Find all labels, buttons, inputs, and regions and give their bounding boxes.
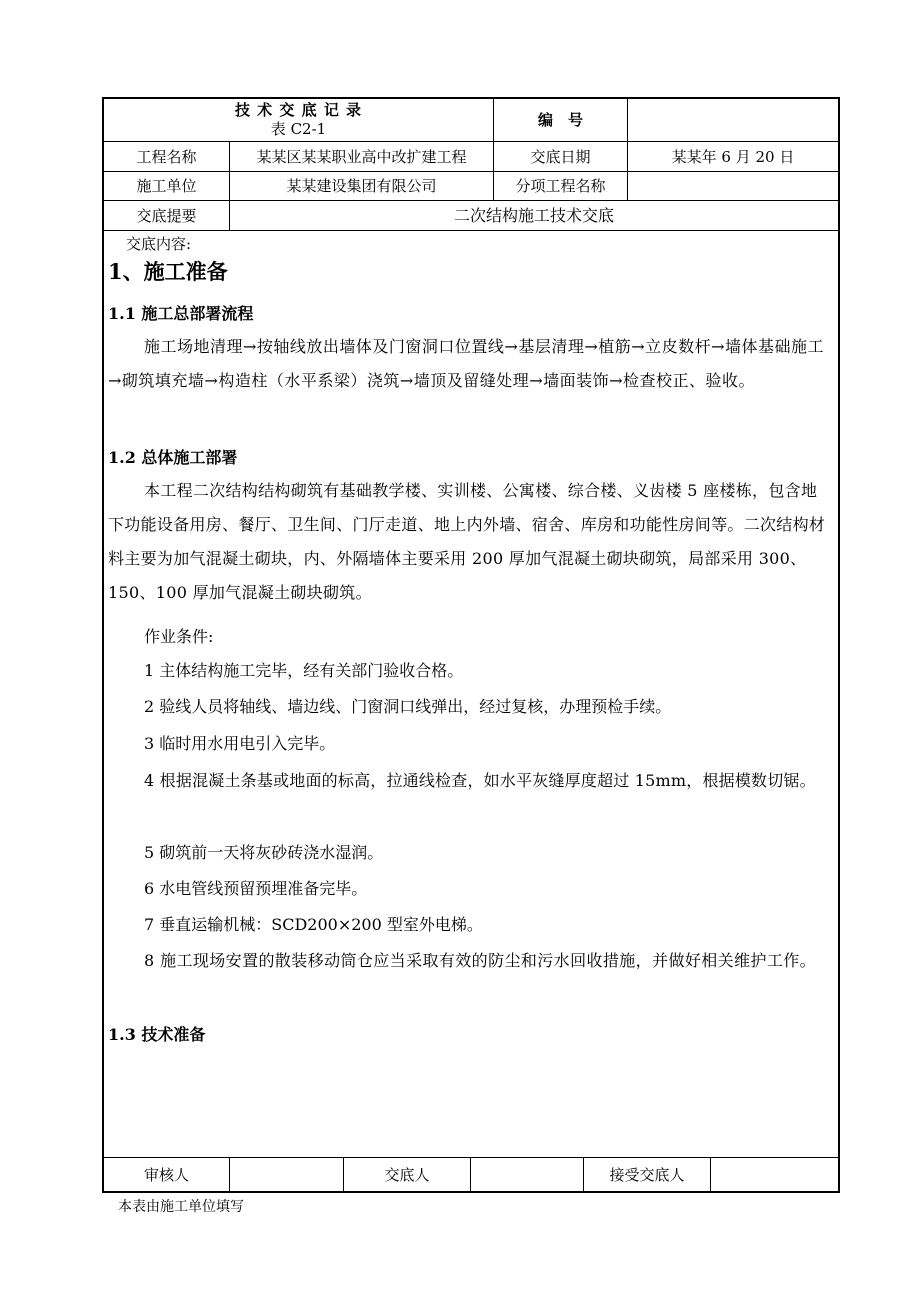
number-value[interactable] (628, 99, 838, 141)
sub-project-label: 分项工程名称 (515, 177, 606, 195)
section-1-2-heading: 1.2 总体施工部署 (108, 448, 238, 467)
sub-project-value[interactable] (628, 172, 838, 200)
project-name-value[interactable]: 某某区某某职业高中改扩建工程 (256, 147, 467, 166)
condition-item: 1 主体结构施工完毕，经有关部门验收合格。 (144, 661, 464, 680)
form-footnote: 本表由施工单位填写 (118, 1199, 244, 1215)
section-1-1-heading: 1.1 施工总部署流程 (108, 304, 254, 323)
condition-item: 2 验线人员将轴线、墙边线、门窗洞口线弹出，经过复核，办理预检手续。 (144, 697, 672, 716)
reviewer-label: 审核人 (143, 1165, 189, 1184)
section-1-1-paragraph: 施工场地清理→按轴线放出墙体及门窗洞口位置线→基层清理→植筋→立皮数杆→墙体基础施工→砌筑填充墙→构造柱（水平系梁）浇筑→墙顶及留缝处理→墙面装饰→检查校正、验收。 (108, 337, 825, 390)
section-1-heading: 1、施工准备 (108, 259, 228, 284)
condition-item: 5 砌筑前一天将灰砂砖浇水湿润。 (144, 843, 384, 862)
condition-item: 6 水电管线预留预埋准备完毕。 (144, 879, 368, 898)
summary-label: 交底提要 (136, 206, 197, 225)
number-label: 编 号 (537, 111, 583, 129)
discloser-label: 交底人 (384, 1165, 430, 1184)
reviewer-field[interactable] (230, 1158, 343, 1191)
receiver-field[interactable] (711, 1158, 838, 1191)
section-1-3-heading: 1.3 技术准备 (108, 1025, 206, 1044)
contractor-label: 施工单位 (136, 177, 197, 195)
conditions-label: 作业条件: (144, 627, 214, 646)
content-intro-label: 交底内容: (126, 235, 192, 253)
condition-item: 4 根据混凝土条基或地面的标高，拉通线检查，如水平灰缝厚度超过 15mm，根据模数切锯。 (144, 771, 816, 790)
discloser-field[interactable] (471, 1158, 583, 1191)
project-name-label: 工程名称 (136, 147, 197, 166)
form-code: 表 C2-1 (270, 120, 327, 138)
form-title (104, 99, 493, 141)
form-title-text: 技 术 交 底 记 录 (234, 101, 363, 119)
contractor-value[interactable]: 某某建设集团有限公司 (286, 177, 437, 195)
date-value[interactable]: 某某年 6 月 20 日 (671, 147, 795, 166)
date-label: 交底日期 (530, 147, 591, 166)
section-1-2-paragraph: 本工程二次结构结构砌筑有基础教学楼、实训楼、公寓楼、综合楼、义齿楼 5 座楼栋，包含地下功能设备用房、餐厅、卫生间、门厅走道、地上内外墙、宿舍、库房和功能性房间等。二次结构材料主要为加气混凝土砌块，内、外隔墙体主要采用 200 厚加气混凝土砌块砌筑，局部采用 300、150、100 厚加气混凝土砌块砌筑。 (108, 481, 826, 602)
condition-item: 8 施工现场安置的散装移动筒仓应当采取有效的防尘和污水回收措施，并做好相关维护工作。 (144, 951, 817, 970)
condition-item: 3 临时用水用电引入完毕。 (144, 734, 336, 753)
condition-item: 7 垂直运输机械：SCD200×200 型室外电梯。 (144, 915, 483, 934)
row-divider (103, 230, 839, 231)
receiver-label: 接受交底人 (609, 1165, 685, 1184)
summary-value[interactable]: 二次结构施工技术交底 (453, 205, 614, 225)
